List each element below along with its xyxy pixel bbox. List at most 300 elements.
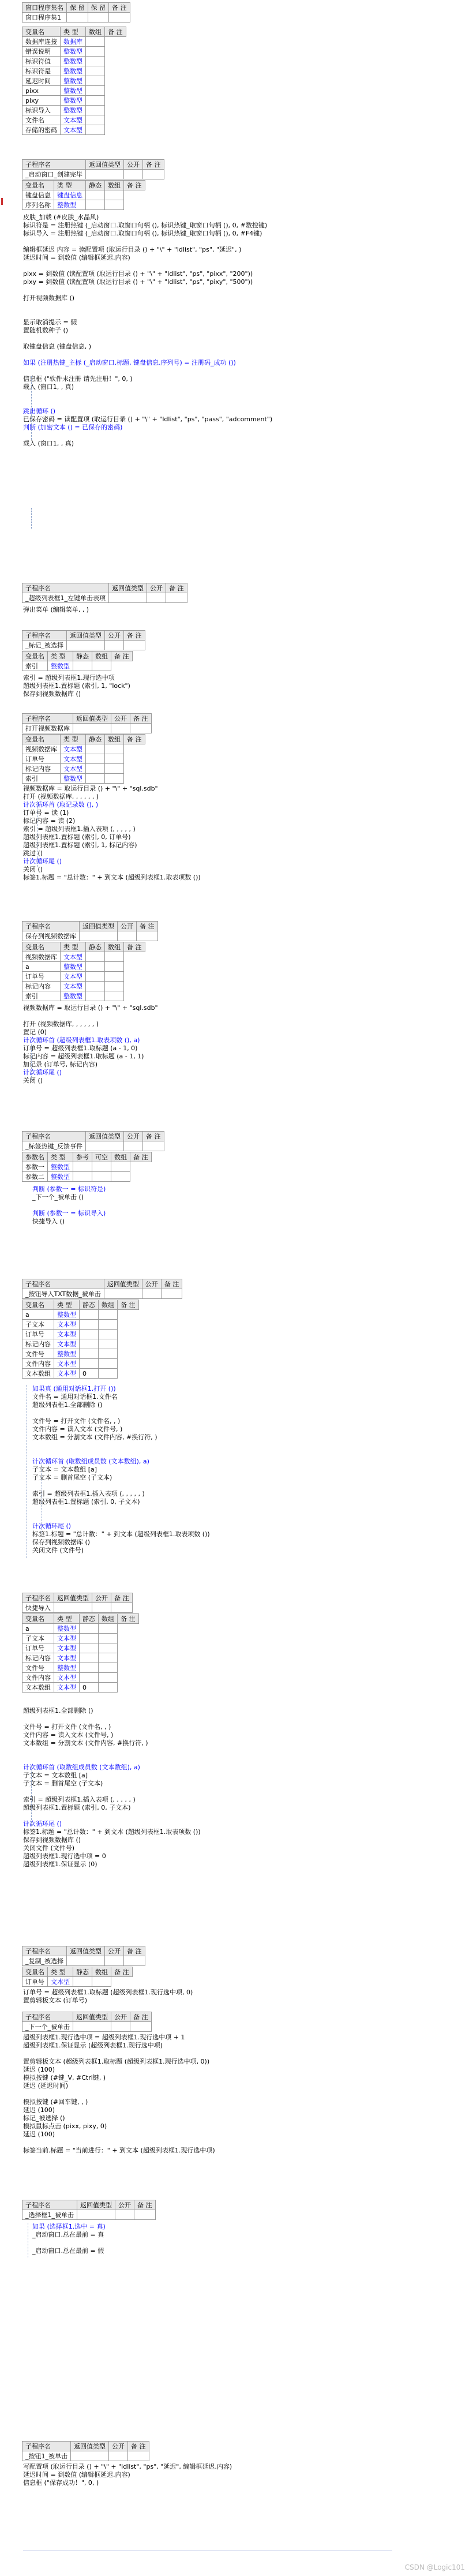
col-array: 数组 — [86, 27, 105, 37]
col-remark: 备 注 — [134, 2200, 156, 2210]
code-block — [23, 1989, 193, 2005]
code-line: 文件名 = 通用对话框1.文件名 — [32, 1393, 118, 1401]
cell-value — [105, 774, 124, 784]
cell-value — [86, 972, 105, 982]
cell-name: 索引 — [22, 991, 61, 1001]
code-line: 文件号 = 打开文件 (文件名, , ) — [32, 1417, 121, 1425]
sub-header-table — [22, 2200, 156, 2220]
cell-type: 文本型 — [61, 972, 86, 982]
cell-value — [99, 1683, 118, 1693]
code-line: 超级列表框1.置标题 (索引, 0, 子文本) — [23, 1804, 131, 1811]
table-row — [22, 125, 126, 135]
col-array: 数组 — [99, 1300, 118, 1310]
cell-value — [105, 190, 124, 200]
cell-value — [86, 66, 105, 76]
table-row — [22, 86, 126, 96]
table-row — [22, 1359, 139, 1369]
code-line: 加记录 (订单号, 标记内容) — [23, 1061, 98, 1068]
local-rows — [22, 744, 145, 784]
cell-value — [80, 1339, 99, 1349]
table-row — [22, 37, 126, 47]
cell-value — [86, 47, 105, 57]
code-line: 判断 (参数一 = 标识导入) — [32, 1210, 106, 1217]
cell-value — [86, 106, 105, 115]
sub-name: _下一个_被单击 — [22, 2022, 73, 2032]
cell-value — [73, 1162, 92, 1172]
cell-type: 文本型 — [61, 125, 86, 135]
cell-value — [99, 1320, 118, 1330]
cell-name: a — [22, 962, 61, 972]
cell-value — [99, 1653, 118, 1663]
col-type: 类 型 — [54, 1300, 80, 1310]
table-row — [22, 57, 126, 66]
col-sub-name: 子程序名 — [22, 1946, 67, 1956]
cell-value — [80, 1320, 99, 1330]
code-line: 文本数组 = 分割文本 (文件内容, #换行符, ) — [32, 1433, 157, 1441]
local-rows — [22, 1624, 139, 1693]
code-line: 模拟鼠标点击 (pixx, pixy, 0) — [23, 2122, 107, 2130]
code-block — [23, 785, 201, 882]
code-line: 关闭 () — [23, 1077, 43, 1084]
code-line — [23, 1755, 201, 1763]
code-line: 判断 (加密文本 () = 已保存的密码) — [23, 424, 123, 431]
sub-name: _选择框1_被单击 — [22, 2210, 77, 2220]
code-line: 信息框 ("软件未注册 请先注册！", 0, ) — [23, 375, 133, 383]
block-guide — [31, 1766, 32, 1826]
cell-name: 订单号 — [22, 1977, 48, 1987]
code-line: 订单号 = 超级列表框1.取标题 (a - 1, 0) — [23, 1044, 138, 1052]
local-rows — [22, 1977, 133, 1987]
code-line: 快捷导入 () — [32, 1218, 65, 1225]
code-line: 置记 (0) — [23, 1028, 47, 1036]
table-row — [22, 972, 145, 982]
code-line — [23, 310, 272, 319]
table-row — [22, 190, 145, 200]
cell-type: 文本型 — [54, 1320, 80, 1330]
col-remark: 备 注 — [105, 27, 126, 37]
cell-name: 文件号 — [22, 1349, 54, 1359]
cell-value — [92, 661, 111, 671]
col-public: 公开 — [124, 1132, 143, 1141]
col-array: 数组 — [92, 1967, 111, 1977]
col-static: 静态 — [86, 735, 105, 744]
col-remark: 备 注 — [137, 922, 158, 931]
col-type: 类 型 — [61, 27, 86, 37]
cell-name: 文件号 — [22, 1663, 54, 1673]
col-remark: 备 注 — [109, 3, 130, 13]
code-line: 打开视频数据库 () — [23, 294, 75, 302]
cell-value: 0 — [80, 1369, 99, 1379]
col-remark: 备 注 — [111, 652, 133, 661]
col-ref: 参考 — [73, 1152, 92, 1162]
col-public: 公开 — [109, 2442, 128, 2451]
cell-value — [105, 991, 124, 1001]
code-line — [32, 2239, 106, 2247]
cell-value — [80, 1634, 99, 1643]
col-static: 静态 — [73, 1967, 92, 1977]
sub-header-table — [22, 1279, 182, 1299]
table-row — [22, 991, 145, 1001]
var-rows — [22, 37, 126, 135]
table-row — [22, 115, 126, 125]
code-line: _启动窗口.总在最前 = 假 — [32, 2247, 104, 2255]
col-return-type: 返回值类型 — [77, 2200, 115, 2210]
cell-value — [80, 1663, 99, 1673]
table-row — [22, 1172, 152, 1182]
cell-value — [105, 952, 124, 962]
local-var-table — [22, 1300, 139, 1379]
sub-header-table — [22, 1946, 145, 1966]
code-line: 索引 = 超级列表框1.插入表项 (, , , , , ) — [32, 1490, 145, 1497]
code-line: 子文本 = 删首尾空 (子文本) — [23, 1780, 103, 1787]
cell-value — [99, 1369, 118, 1379]
code-line: 计次循环首 (取数组成员数 (文本数组), a) — [23, 1763, 140, 1771]
col-array: 数组 — [105, 942, 124, 952]
col-public: 公开 — [105, 631, 124, 641]
col-return-type: 返回值类型 — [67, 631, 105, 641]
code-line: 保存到视频数据库 () — [32, 1538, 91, 1546]
col-var-name: 变量名 — [22, 181, 54, 190]
col-sub-name: 子程序名 — [22, 2200, 77, 2210]
code-line: 如果 (注册热键_主标 (_启动窗口.标题, 键盘信息.序列号) = 注册码_成功 ()) — [23, 359, 236, 366]
cell-name: 参数二 — [22, 1172, 48, 1182]
code-line: 订单号 = 读 (1) — [23, 809, 69, 817]
col-return-type: 返回值类型 — [109, 583, 147, 593]
cell-type: 文本型 — [54, 1653, 80, 1663]
code-line: 跳出循环 () — [23, 407, 56, 415]
col-var-name: 变量名 — [22, 735, 61, 744]
block-guide — [31, 1044, 32, 1080]
col-type: 类 型 — [48, 652, 73, 661]
cell-type: 文本型 — [61, 115, 86, 125]
code-line: 载入 (窗口1, , 真) — [23, 383, 74, 391]
param-table — [22, 1152, 152, 1182]
cell-name: 视频数据库 — [22, 952, 61, 962]
local-var-table — [22, 651, 133, 671]
table-row — [22, 1663, 139, 1673]
assembly-table — [22, 2, 130, 23]
cell-value — [86, 96, 105, 106]
variable-table — [22, 27, 126, 135]
code-line — [23, 1747, 201, 1755]
sub-name: _超级列表框1_左键单击表项 — [22, 593, 109, 603]
col-public: 公开 — [92, 1593, 111, 1603]
code-line: 标识导入 = 注册热键 (_启动窗口.取窗口句柄 (), 标识热键_取窗口句柄 (), 0, #F4键) — [23, 230, 262, 237]
table-row — [22, 754, 145, 764]
col-static: 静态 — [86, 942, 105, 952]
code-line: 标记内容 = 读 (2) — [23, 817, 76, 825]
code-line — [23, 1715, 201, 1723]
cell-name: 订单号 — [22, 1643, 54, 1653]
col-type: 类 型 — [48, 1152, 73, 1162]
cell-value — [80, 1624, 99, 1634]
code-line: 视频数据库 = 取运行目录 () + "\" + "sql.sdb" — [23, 1004, 158, 1012]
code-line: 视频数据库 = 取运行目录 () + "\" + "sql.sdb" — [23, 785, 158, 792]
code-line — [23, 2050, 215, 2058]
table-row — [22, 106, 126, 115]
col-reserved: 保 留 — [88, 3, 109, 13]
code-line — [32, 1555, 210, 1563]
block-guide — [31, 376, 32, 440]
code-line: 信息框 ("保存成功！", 0, ) — [23, 2479, 99, 2487]
code-line: 超级列表框1.全部删除 () — [32, 1401, 103, 1409]
col-sub-name: 子程序名 — [22, 714, 73, 724]
code-line — [23, 302, 272, 310]
sub-header-table — [22, 159, 164, 179]
cell-type: 整数型 — [61, 962, 86, 972]
code-block — [23, 674, 130, 698]
cell-value — [86, 962, 105, 972]
cell-type: 文本型 — [61, 754, 86, 764]
cell-name: 标记内容 — [22, 982, 61, 991]
code-line: 计次循环尾 () — [23, 1069, 62, 1076]
cell-name: pixx — [22, 86, 61, 96]
col-param-name: 参数名 — [22, 1152, 48, 1162]
cell-type: 文本型 — [61, 982, 86, 991]
code-line — [23, 367, 272, 375]
code-line: 打开 (视频数据库, , , , , , ) — [23, 793, 99, 800]
code-line: 文件内容 = 读入文本 (文件号, ) — [32, 1425, 123, 1433]
cell-name: a — [22, 1624, 54, 1634]
sub-header-table — [22, 2441, 149, 2461]
cell-value — [99, 1673, 118, 1683]
sub-name: _按钮1_被单击 — [22, 2451, 71, 2461]
table-row — [22, 66, 126, 76]
table-row — [22, 1339, 139, 1349]
code-line: 保存到视频数据库 () — [23, 1836, 81, 1844]
cell-value — [86, 952, 105, 962]
cell-value: 0 — [80, 1683, 99, 1693]
col-remark: 备 注 — [118, 1614, 139, 1624]
cell-value — [99, 1663, 118, 1673]
cell-type: 文本型 — [54, 1643, 80, 1653]
table-row — [22, 962, 145, 972]
local-rows — [22, 952, 145, 1001]
code-line — [23, 2139, 215, 2147]
col-var-name: 变量名 — [22, 652, 48, 661]
code-line — [23, 1788, 201, 1796]
cell-value — [80, 1310, 99, 1320]
code-line: 延迟时间 = 到数值 (编辑框延迟.内容) — [23, 2471, 130, 2478]
cell-value — [105, 962, 124, 972]
code-block — [32, 1185, 106, 1226]
cell-value — [73, 1172, 92, 1182]
cell-name: 订单号 — [22, 1330, 54, 1339]
cell-value — [80, 1673, 99, 1683]
table-row — [22, 200, 145, 210]
local-var-table — [22, 1967, 133, 1987]
code-line: 计次循环尾 () — [32, 1522, 72, 1530]
code-line: 延迟 (100) — [23, 2131, 55, 2138]
sub-name: 保存到视频数据库 — [22, 931, 80, 941]
cell-type: 整数型 — [54, 1310, 80, 1320]
col-public: 公开 — [118, 922, 137, 931]
breakpoint-marker — [1, 198, 3, 205]
col-array: 数组 — [99, 1614, 118, 1624]
cell-value — [73, 1977, 92, 1987]
sub-header-table — [22, 2012, 152, 2032]
cell-name: 数据库连接 — [22, 37, 61, 47]
cell-value — [86, 37, 105, 47]
code-line: 索引 = 超级列表框1.现行选中项 — [23, 674, 115, 682]
code-line: 保存到视频数据库 () — [23, 690, 81, 698]
cell-name: 子文本 — [22, 1634, 54, 1643]
col-sub-name: 子程序名 — [22, 2012, 73, 2022]
cell-name: 索引 — [22, 774, 61, 784]
code-line: 弹出菜单 (编辑菜单, , ) — [23, 606, 89, 613]
table-row — [22, 1624, 139, 1634]
table-row — [22, 744, 145, 754]
table-row — [22, 1653, 139, 1663]
code-line — [32, 1409, 210, 1417]
code-line: 索引 = 超级列表框1.插入表项 (, , , , , ) — [23, 825, 136, 833]
col-var-name: 变量名 — [22, 1614, 54, 1624]
table-row — [22, 1643, 139, 1653]
cell-value — [99, 1643, 118, 1653]
col-var-name: 变量名 — [22, 1967, 48, 1977]
code-line: 超级列表框1.置标题 (索引, 0, 订单号) — [23, 833, 131, 841]
cell-name: 标识导入 — [22, 106, 61, 115]
cell-name: 标识符值 — [22, 57, 61, 66]
col-reserved: 保 留 — [67, 3, 88, 13]
cell-value — [86, 125, 105, 135]
sub-header-table — [22, 1131, 164, 1151]
table-row — [22, 96, 126, 106]
col-type: 类 型 — [54, 1614, 80, 1624]
code-line: 打开 (视频数据库, , , , , , ) — [23, 1020, 99, 1028]
col-array: 数组 — [92, 652, 111, 661]
cell-name: 文件名 — [22, 115, 61, 125]
col-public: 公开 — [111, 2012, 130, 2022]
col-sub-name: 子程序名 — [22, 160, 86, 170]
code-line: 标识符是 = 注册热键 (_启动窗口.取窗口句柄 (), 标识热键_取窗口句柄 (), 0, #数控键) — [23, 222, 268, 229]
code-line: 标签1.标题 = "总计数：" + 到文本 (超级列表框1.取表项数 ()) — [23, 874, 201, 881]
code-line: 写配置项 (取运行目录 () + "\" + "ldlist", "ps", "延迟", 编辑框延迟.内容) — [23, 2463, 232, 2470]
code-line: 超级列表框1.置标题 (索引, 1, 标记内容) — [23, 841, 137, 849]
col-array: 数组 — [111, 1152, 130, 1162]
col-return-type: 返回值类型 — [80, 922, 118, 931]
cell-value — [86, 764, 105, 774]
code-block — [23, 1707, 201, 1869]
cell-value — [86, 991, 105, 1001]
cell-name: a — [22, 1310, 54, 1320]
col-remark: 备 注 — [143, 160, 164, 170]
cell-name: 文件内容 — [22, 1673, 54, 1683]
cell-type: 整数型 — [61, 76, 86, 86]
code-line — [23, 2090, 215, 2098]
col-sub-name: 子程序名 — [22, 583, 109, 593]
code-line — [23, 238, 272, 246]
cell-value — [92, 1977, 111, 1987]
col-remark: 备 注 — [118, 1300, 139, 1310]
col-var-name: 变量名 — [22, 942, 61, 952]
code-line: 显示取消提示 = 假 — [23, 319, 77, 326]
cell-value — [99, 1624, 118, 1634]
local-rows — [22, 190, 145, 210]
col-static: 静态 — [80, 1614, 99, 1624]
col-remark: 备 注 — [143, 1132, 164, 1141]
cell-value — [105, 764, 124, 774]
cell-type: 文本型 — [61, 744, 86, 754]
code-line — [32, 1514, 210, 1522]
cell-value — [86, 76, 105, 86]
cell-type: 文本型 — [48, 1977, 73, 1987]
col-return-type: 返回值类型 — [73, 2012, 111, 2022]
col-remark: 备 注 — [124, 1946, 145, 1956]
code-line: 置剪辑板文本 (超级列表框1.取标题 (超级列表框1.现行选中项, 0)) — [23, 2058, 210, 2065]
table-row — [22, 1673, 139, 1683]
sub-header-table — [22, 713, 152, 733]
code-line: 已保存密码 = 读配置项 (取运行目录 () + "\" + "ldlist", "ps", "pass", "adcomment") — [23, 415, 273, 423]
cell-name: 视频数据库 — [22, 744, 61, 754]
cell-type: 整数型 — [61, 86, 86, 96]
col-sub-name: 子程序名 — [22, 1593, 54, 1603]
code-line — [23, 286, 272, 294]
cell-value — [99, 1359, 118, 1369]
cell-value — [105, 754, 124, 764]
code-line: 超级列表框1.全部删除 () — [23, 1707, 93, 1714]
sub-name: 打开视频数据库 — [22, 724, 73, 733]
code-line: 模拟按键 (#回车键, , ) — [23, 2098, 88, 2106]
code-line: 标记内容 = 超级列表框1.取标题 (a - 1, 1) — [23, 1053, 144, 1060]
sub-name: _标签热键_反馈事件 — [22, 1141, 86, 1151]
cell-name: 子文本 — [22, 1320, 54, 1330]
code-line: 超级列表框1.现行选中项 = 超级列表框1.现行选中项 + 1 — [23, 2034, 185, 2041]
table-row — [22, 1162, 152, 1172]
cell-name: 文本数组 — [22, 1683, 54, 1693]
col-static: 静态 — [80, 1300, 99, 1310]
col-static: 静态 — [73, 652, 92, 661]
col-array: 数组 — [105, 735, 124, 744]
col-remark: 备 注 — [124, 631, 145, 641]
code-line: 皮肤_加载 (#皮肤_水晶风) — [23, 214, 99, 221]
code-line: 置随机数种子 () — [23, 327, 69, 334]
code-block — [23, 214, 272, 456]
cell-type: 整数型 — [54, 1624, 80, 1634]
cell-type: 整数型 — [61, 96, 86, 106]
col-public: 公开 — [124, 160, 143, 170]
col-return-type: 返回值类型 — [73, 714, 111, 724]
sub-header-table — [22, 630, 145, 650]
col-remark: 备 注 — [130, 714, 152, 724]
col-remark: 备 注 — [128, 2442, 149, 2451]
cell-type: 整数型 — [48, 661, 73, 671]
cell-value — [99, 1339, 118, 1349]
code-block — [23, 2034, 215, 2155]
code-line: 标记_被选择 () — [23, 2114, 65, 2122]
cell-value — [80, 1359, 99, 1369]
code-line: 判断 (参数一 = 标识符是) — [32, 1185, 106, 1193]
assembly-name: 窗口程序集1 — [22, 13, 67, 23]
code-block — [23, 1004, 158, 1085]
code-line — [23, 1812, 201, 1820]
code-line: 延迟 (延迟时间) — [23, 2082, 69, 2090]
cell-name: 键盘信息 — [22, 190, 54, 200]
cell-type: 整数型 — [61, 57, 86, 66]
col-remark: 备 注 — [161, 1279, 182, 1289]
code-line: 编辑框延迟 内容 = 读配置项 (取运行目录 () + "\" + "ldlist", "ps", "延迟", ) — [23, 246, 242, 253]
cell-name: 标记内容 — [22, 764, 61, 774]
cell-type: 文本型 — [54, 1673, 80, 1683]
col-sub-name: 子程序名 — [22, 631, 67, 641]
cell-name: 延迟时间 — [22, 76, 61, 86]
cell-name: 序列名称 — [22, 200, 54, 210]
cell-type: 数据库 — [61, 37, 86, 47]
code-line: 关闭文件 (文件号) — [32, 1547, 84, 1554]
code-line — [32, 1482, 210, 1490]
col-public: 公开 — [115, 2200, 134, 2210]
code-block — [32, 2223, 106, 2255]
